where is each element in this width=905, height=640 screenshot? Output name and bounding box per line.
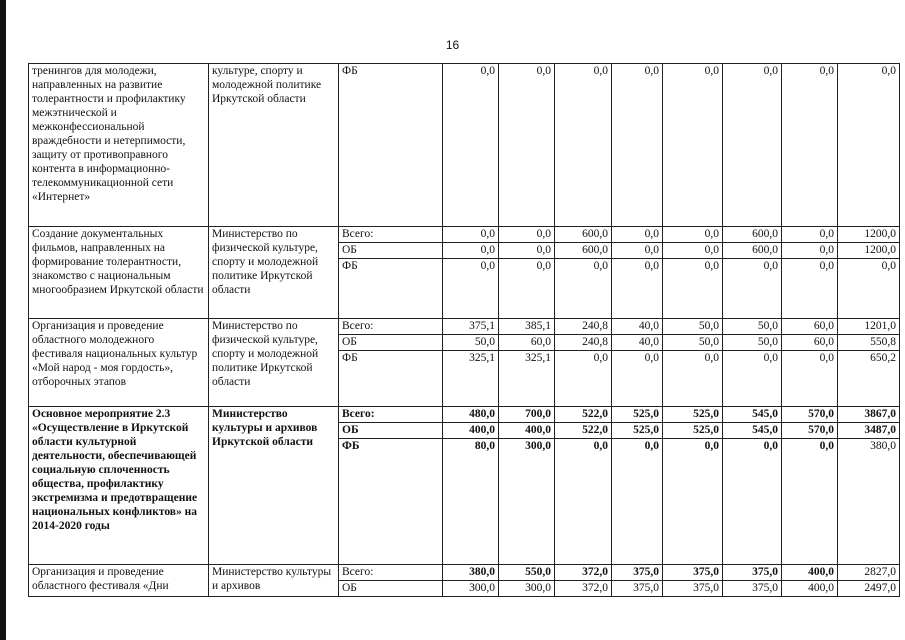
amount-cell: 0,0 [723, 259, 782, 319]
amount-cell: 600,0 [555, 243, 612, 259]
amount-total-cell: 3487,0 [838, 423, 900, 439]
amount-total-cell: 1200,0 [838, 227, 900, 243]
amount-cell: 50,0 [663, 319, 723, 335]
amount-cell: 372,0 [555, 565, 612, 581]
amount-cell: 0,0 [782, 259, 838, 319]
funding-source: ОБ [339, 423, 443, 439]
amount-cell: 0,0 [663, 439, 723, 565]
amount-cell: 0,0 [443, 259, 499, 319]
amount-cell: 375,0 [723, 581, 782, 597]
amount-cell: 375,0 [612, 565, 663, 581]
amount-cell: 0,0 [499, 227, 555, 243]
amount-cell: 80,0 [443, 439, 499, 565]
amount-cell: 550,0 [499, 565, 555, 581]
amount-cell: 240,8 [555, 335, 612, 351]
amount-total-cell: 380,0 [838, 439, 900, 565]
amount-cell: 0,0 [555, 351, 612, 407]
amount-cell: 325,1 [499, 351, 555, 407]
amount-total-cell: 2827,0 [838, 565, 900, 581]
table-row [29, 565, 900, 581]
amount-cell: 0,0 [555, 64, 612, 227]
funding-source: ФБ [339, 259, 443, 319]
amount-cell: 0,0 [443, 64, 499, 227]
activity-description: Организация и проведение областного фестиваля «Дни [29, 565, 209, 597]
amount-cell: 0,0 [723, 439, 782, 565]
amount-total-cell: 3867,0 [838, 407, 900, 423]
amount-cell: 375,0 [612, 581, 663, 597]
amount-cell: 300,0 [499, 581, 555, 597]
amount-total-cell: 2497,0 [838, 581, 900, 597]
responsible-organization: культуре, спорту и молодежной политике Иркутской области [209, 64, 339, 227]
amount-total-cell: 0,0 [838, 64, 900, 227]
amount-cell: 0,0 [782, 64, 838, 227]
amount-cell: 525,0 [612, 407, 663, 423]
amount-cell: 372,0 [555, 581, 612, 597]
amount-cell: 0,0 [663, 259, 723, 319]
amount-cell: 40,0 [612, 319, 663, 335]
activity-description: тренингов для молодежи, направленных на развитие толерантности и профилактику межэтнической и межконфессиональной враждебности и нетерпимости, защиту от противоправного контента в информационно-телекоммуникационной сети «Интернет» [29, 64, 209, 227]
amount-total-cell: 0,0 [838, 259, 900, 319]
amount-cell: 0,0 [663, 64, 723, 227]
funding-source: ФБ [339, 64, 443, 227]
amount-cell: 40,0 [612, 335, 663, 351]
funding-source: ОБ [339, 243, 443, 259]
amount-cell: 525,0 [663, 407, 723, 423]
amount-cell: 0,0 [782, 227, 838, 243]
amount-cell: 700,0 [499, 407, 555, 423]
amount-cell: 0,0 [499, 243, 555, 259]
amount-cell: 0,0 [612, 439, 663, 565]
activity-description: Создание документальных фильмов, направленных на формирование толерантности, знакомство с национальным многообразием Иркутской области [29, 227, 209, 319]
responsible-organization: Министерство культуры и архивов [209, 565, 339, 597]
amount-cell: 0,0 [612, 351, 663, 407]
funding-source: Всего: [339, 407, 443, 423]
funding-source: ФБ [339, 439, 443, 565]
amount-cell: 600,0 [723, 243, 782, 259]
amount-total-cell: 1200,0 [838, 243, 900, 259]
amount-cell: 0,0 [443, 227, 499, 243]
amount-cell: 0,0 [555, 259, 612, 319]
amount-cell: 240,8 [555, 319, 612, 335]
amount-cell: 0,0 [612, 243, 663, 259]
amount-cell: 60,0 [782, 319, 838, 335]
funding-source: Всего: [339, 565, 443, 581]
amount-cell: 0,0 [663, 227, 723, 243]
amount-cell: 480,0 [443, 407, 499, 423]
amount-cell: 375,0 [723, 565, 782, 581]
amount-cell: 525,0 [663, 423, 723, 439]
amount-cell: 300,0 [443, 581, 499, 597]
amount-cell: 400,0 [782, 565, 838, 581]
amount-cell: 522,0 [555, 423, 612, 439]
amount-cell: 380,0 [443, 565, 499, 581]
responsible-organization: Министерство культуры и архивов Иркутской области [209, 407, 339, 565]
responsible-organization: Министерство по физической культуре, спорту и молодежной политике Иркутской области [209, 227, 339, 319]
table-row [29, 64, 900, 227]
funding-source: ФБ [339, 351, 443, 407]
scan-left-edge [0, 0, 6, 640]
activity-description: Основное мероприятие 2.3 «Осуществление в Иркутской области культурной деятельности, обеспечивающей социальную сплоченность общества, профилактику экстремизма и предотвращение национальных конфликтов» на 2014-2020 годы [29, 407, 209, 565]
amount-cell: 400,0 [782, 581, 838, 597]
amount-cell: 522,0 [555, 407, 612, 423]
amount-total-cell: 1201,0 [838, 319, 900, 335]
amount-cell: 325,1 [443, 351, 499, 407]
amount-cell: 50,0 [443, 335, 499, 351]
amount-cell: 375,1 [443, 319, 499, 335]
amount-cell: 600,0 [555, 227, 612, 243]
amount-cell: 60,0 [782, 335, 838, 351]
amount-cell: 0,0 [782, 351, 838, 407]
amount-cell: 545,0 [723, 423, 782, 439]
amount-cell: 0,0 [723, 64, 782, 227]
amount-cell: 0,0 [723, 351, 782, 407]
amount-cell: 545,0 [723, 407, 782, 423]
amount-total-cell: 650,2 [838, 351, 900, 407]
amount-cell: 300,0 [499, 439, 555, 565]
amount-cell: 50,0 [663, 335, 723, 351]
activity-description: Организация и проведение областного молодежного фестиваля национальных культур «Мой народ - моя гордость», отборочных этапов [29, 319, 209, 407]
page-number: 16 [445, 38, 460, 52]
amount-cell: 0,0 [499, 259, 555, 319]
table-row [29, 319, 900, 335]
amount-cell: 525,0 [612, 423, 663, 439]
amount-cell: 50,0 [723, 335, 782, 351]
amount-cell: 400,0 [499, 423, 555, 439]
amount-cell: 570,0 [782, 407, 838, 423]
amount-cell: 0,0 [663, 243, 723, 259]
amount-cell: 375,0 [663, 565, 723, 581]
funding-source: ОБ [339, 581, 443, 597]
funding-source: Всего: [339, 227, 443, 243]
amount-cell: 400,0 [443, 423, 499, 439]
funding-source: Всего: [339, 319, 443, 335]
responsible-organization: Министерство по физической культуре, спорту и молодежной политике Иркутской области [209, 319, 339, 407]
table-row [29, 227, 900, 243]
amount-cell: 0,0 [555, 439, 612, 565]
funding-source: ОБ [339, 335, 443, 351]
amount-cell: 0,0 [499, 64, 555, 227]
amount-cell: 0,0 [612, 227, 663, 243]
amount-cell: 0,0 [782, 439, 838, 565]
amount-cell: 0,0 [443, 243, 499, 259]
amount-cell: 50,0 [723, 319, 782, 335]
amount-cell: 0,0 [612, 259, 663, 319]
amount-cell: 570,0 [782, 423, 838, 439]
amount-cell: 0,0 [782, 243, 838, 259]
amount-cell: 60,0 [499, 335, 555, 351]
amount-cell: 0,0 [663, 351, 723, 407]
amount-cell: 600,0 [723, 227, 782, 243]
budget-table [28, 63, 900, 597]
amount-cell: 375,0 [663, 581, 723, 597]
amount-total-cell: 550,8 [838, 335, 900, 351]
amount-cell: 0,0 [612, 64, 663, 227]
amount-cell: 385,1 [499, 319, 555, 335]
table-row [29, 407, 900, 423]
